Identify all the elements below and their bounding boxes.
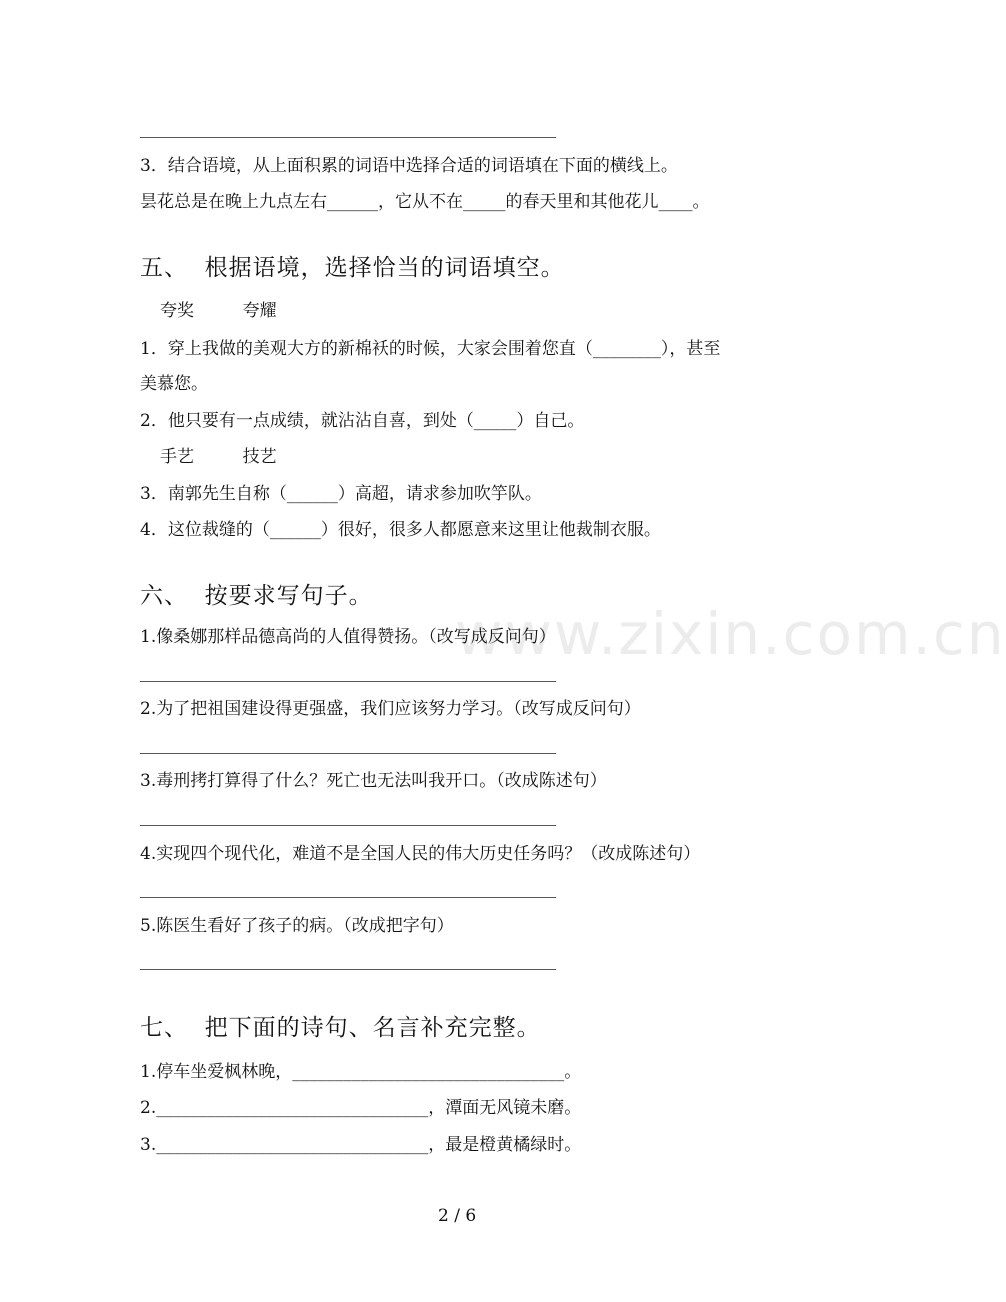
rewrite-question: 2.为了把祖国建设得更强盛，我们应该努力学习。（改写成反问句） xyxy=(140,699,641,719)
answer-line[interactable] xyxy=(140,969,556,970)
word-choices: 手艺 技艺 xyxy=(160,447,277,467)
poem-blank: 3.________________________________，最是橙黄橘绿时。 xyxy=(140,1135,582,1155)
answer-line[interactable] xyxy=(140,825,556,826)
rewrite-question: 5.陈医生看好了孩子的病。（改成把字句） xyxy=(140,916,454,936)
section-title-5: 五、 根据语境，选择恰当的词语填空。 xyxy=(140,255,565,281)
answer-line[interactable] xyxy=(140,137,556,138)
section-title-6: 六、 按要求写句子。 xyxy=(140,583,373,609)
fill-blank-sentence: 昙花总是在晚上九点左右______，它从不在_____的春天里和其他花儿____。 xyxy=(140,192,710,212)
question-text: 1．穿上我做的美观大方的新棉袄的时候，大家会围着您直（________），甚至 xyxy=(140,339,721,359)
answer-line[interactable] xyxy=(140,681,556,682)
question-text: 美慕您。 xyxy=(140,374,208,394)
question-text: 3．南郭先生自称（______）高超，请求参加吹竽队。 xyxy=(140,484,542,504)
question-text: 3．结合语境，从上面积累的词语中选择合适的词语填在下面的横线上。 xyxy=(140,156,678,176)
page-number: 2 / 6 xyxy=(438,1206,477,1226)
poem-blank: 1.停车坐爱枫林晚，________________________________。 xyxy=(140,1062,582,1082)
answer-line[interactable] xyxy=(140,897,556,898)
poem-blank: 2.________________________________，潭面无风镜未磨。 xyxy=(140,1098,582,1118)
rewrite-question: 4.实现四个现代化，难道不是全国人民的伟大历史任务吗？（改成陈述句） xyxy=(140,844,701,864)
watermark: www.zixin.com.cn xyxy=(455,600,1006,668)
question-text: 4．这位裁缝的（______）很好，很多人都愿意来这里让他裁制衣服。 xyxy=(140,520,661,540)
rewrite-question: 3.毒刑拷打算得了什么？死亡也无法叫我开口。（改成陈述句） xyxy=(140,771,607,791)
answer-line[interactable] xyxy=(140,753,556,754)
rewrite-question: 1.像桑娜那样品德高尚的人值得赞扬。（改写成反问句） xyxy=(140,627,556,647)
section-title-7: 七、 把下面的诗句、名言补充完整。 xyxy=(140,1015,541,1041)
question-text: 2．他只要有一点成绩，就沾沾自喜，到处（_____）自己。 xyxy=(140,411,585,431)
word-choices: 夸奖 夸耀 xyxy=(160,301,277,321)
